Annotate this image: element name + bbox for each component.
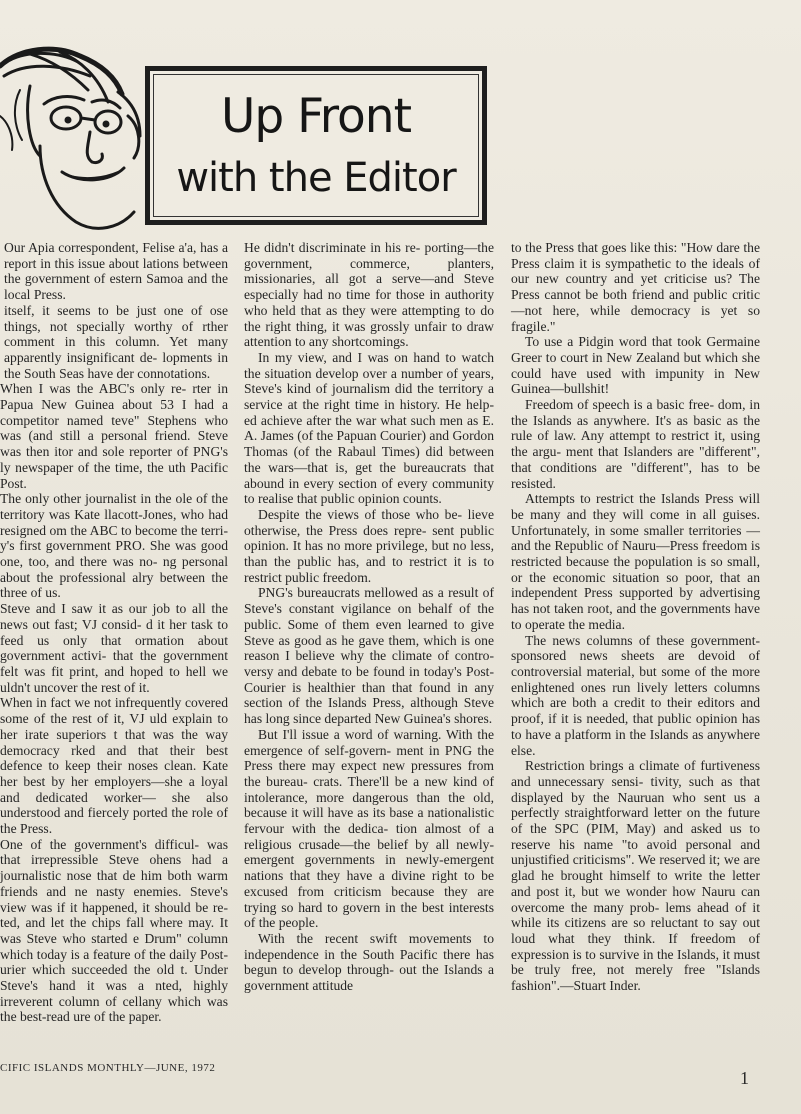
footer-publication: CIFIC ISLANDS MONTHLY—JUNE, 1972 — [0, 1062, 216, 1074]
page-title: Up Front — [220, 89, 412, 144]
paragraph: With the recent swift movements to independence in the South Pacific there has begun to develop through- out the Islands a government attitude — [244, 930, 494, 994]
paragraph: PNG's bureaucrats mellowed as a result of Steve's constant vigilance on behalf of the public. Some of them even learned to give Steve as good as he gave them, which is one reason I believe why the climate of contro- versy and debate to be found in today's Post-Courier is healthier than that found in any section of the Islands Press, although Steve has long since departed New Guinea's shores. — [244, 585, 494, 727]
editor-caricature-illustration — [0, 46, 145, 236]
page-number: 1 — [740, 1068, 749, 1088]
paragraph: The only other journalist in the ole of the territory was Kate llacott-Jones, who had resigned om the ABC to become the terri- y's first government PRO. She was good one, too, and there was no- ng personal about the professional alry between the three of us. — [0, 491, 228, 601]
paragraph: Our Apia correspondent, Felise a'a, has a report in this issue about lations between the government of estern Samoa and the local Press. — [4, 240, 228, 303]
paragraph: The news columns of these government-sponsored news sheets are devoid of controversial material, but some of the more enlightened ones run lively letters columns which are both a credit to their editors and proof, if it is needed, that public opinion has to have a platform in the Islands as anywhere else. — [511, 632, 760, 758]
paragraph: When I was the ABC's only re- rter in Papua New Guinea about 53 I had a competitor named teve" Stephens who was (and still a personal friend. Steve was then itor and sole reporter of PNG's ly newspaper of the time, the uth Pacific Post. — [0, 381, 228, 491]
paragraph: He didn't discriminate in his re- porting—the government, commerce, planters, missionaries, all got a serve—and Steve especially had no time for those in authority who held that as they were attempting to do the right thing, it was grossly unfair to draw attention to any shortcomings. — [244, 240, 494, 350]
paragraph: Restriction brings a climate of furtiveness and unnecessary sensi- tivity, such as that displayed by the Nauruan who sent us a perfectly straightforward letter on the future of the SPC (PIM, May) and asked us to reserve his name "to avoid personal and unjustified criticisms". We reserved it; we are glad he brought himself to write the letter and post it, but we wonder how Nauru can overcome the many prob- lems ahead of it while its citizens are so reluctant to say out loud what they think. If freedom of expression is to survive in the Islands, it must be truly free, not merely free "Islands fashion".—Stuart Inder. — [511, 758, 760, 994]
paragraph: itself, it seems to be just one of ose things, not specially worthy of rther comment in this column. Yet many apparently insignificant de- lopments in the South Seas have der connotations. — [4, 302, 228, 381]
paragraph: When in fact we not infrequently covered some of the rest of it, VJ uld explain to her irate superiors t that was the way democracy rked and that their best defence to keep their noses clean. Kate her best by her employers—she a loyal and dedicated worker— she also understood and fiercely ported the role of the Press. — [0, 695, 228, 837]
paragraph: Steve and I saw it as our job to all the news out fast; VJ consid- d it her task to feed us only that ormation about government activi- that the government felt was fit print, and hoped to hell we uldn't uncover the rest of it. — [0, 601, 228, 695]
paragraph: Freedom of speech is a basic free- dom, in the Islands as anywhere. It's as basic as the rule of law. Any attempt to restrict it, using the argu- ment that Islanders are "different", that conditions are "different", has to be resisted. — [511, 397, 760, 491]
article-column-3 — [511, 240, 760, 994]
article-column-1 — [0, 240, 228, 1025]
paragraph: to the Press that goes like this: "How dare the Press claim it is sympathetic to the ideals of our new country and yet criticise us? The Press cannot be both friend and public critic—not here, while democracy is yet so fragile." — [511, 240, 760, 334]
title-box — [145, 66, 487, 225]
paragraph: One of the government's difficul- was that irrepressible Steve ohens had a journalistic nose that de him both warm friends and ne nasty enemies. Steve's view was if it happened, it should be re- ted, and let the chips fall where may. It was Steve who started e Drum" column which today is a feature of the daily Post- urier which succeeded the old t. Under Steve's hand it was a nted, highly irreverent column of cellany which was the best-read ure of the paper. — [0, 836, 228, 1025]
paragraph: Despite the views of those who be- lieve otherwise, the Press does repre- sent public opinion. It has no more privilege, but no less, than the public has, and to restrict it is to restrict public freedom. — [244, 506, 494, 585]
paragraph: In my view, and I was on hand to watch the situation develop over a number of years, Steve's kind of journalism did the territory a service at the right time in history. He help- ed achieve after the war what such men as E. A. James (of the Papuan Courier) and Gordon Thomas (of the Rabaul Times) did between the wars—that is, get the bureaucrats that abound in every section of every community to realise that public opinion counts. — [244, 349, 494, 507]
paragraph: But I'll issue a word of warning. With the emergence of self-govern- ment in PNG the Press there may expect new pressures from the bureau- crats. There'll be a new kind of intolerance, more dangerous than the old, because it will have as its base a nationalistic fervour with the dedica- tion almost of a religious crusade—the belief by all newly-emergent governments in newly-emergent nations that they have a divine right to be excused from criticism because they are trying so hard to govern in the best interests of the people. — [244, 726, 494, 931]
article-column-2 — [244, 240, 494, 994]
page-subtitle: with the Editor — [176, 155, 456, 201]
paragraph: Attempts to restrict the Islands Press will be many and they will come in all guises. Unfortunately, in some smaller territories — and the Republic of Nauru—Press freedom is restricted because the population is so small, or the economic situation so poor, that an independent Press supported by advertising has not taken root, and the governments have to operate the media. — [511, 491, 760, 632]
paragraph: To use a Pidgin word that took Germaine Greer to court in New Zealand but which she could have used with impunity in New Guinea—bullshit! — [511, 334, 760, 397]
